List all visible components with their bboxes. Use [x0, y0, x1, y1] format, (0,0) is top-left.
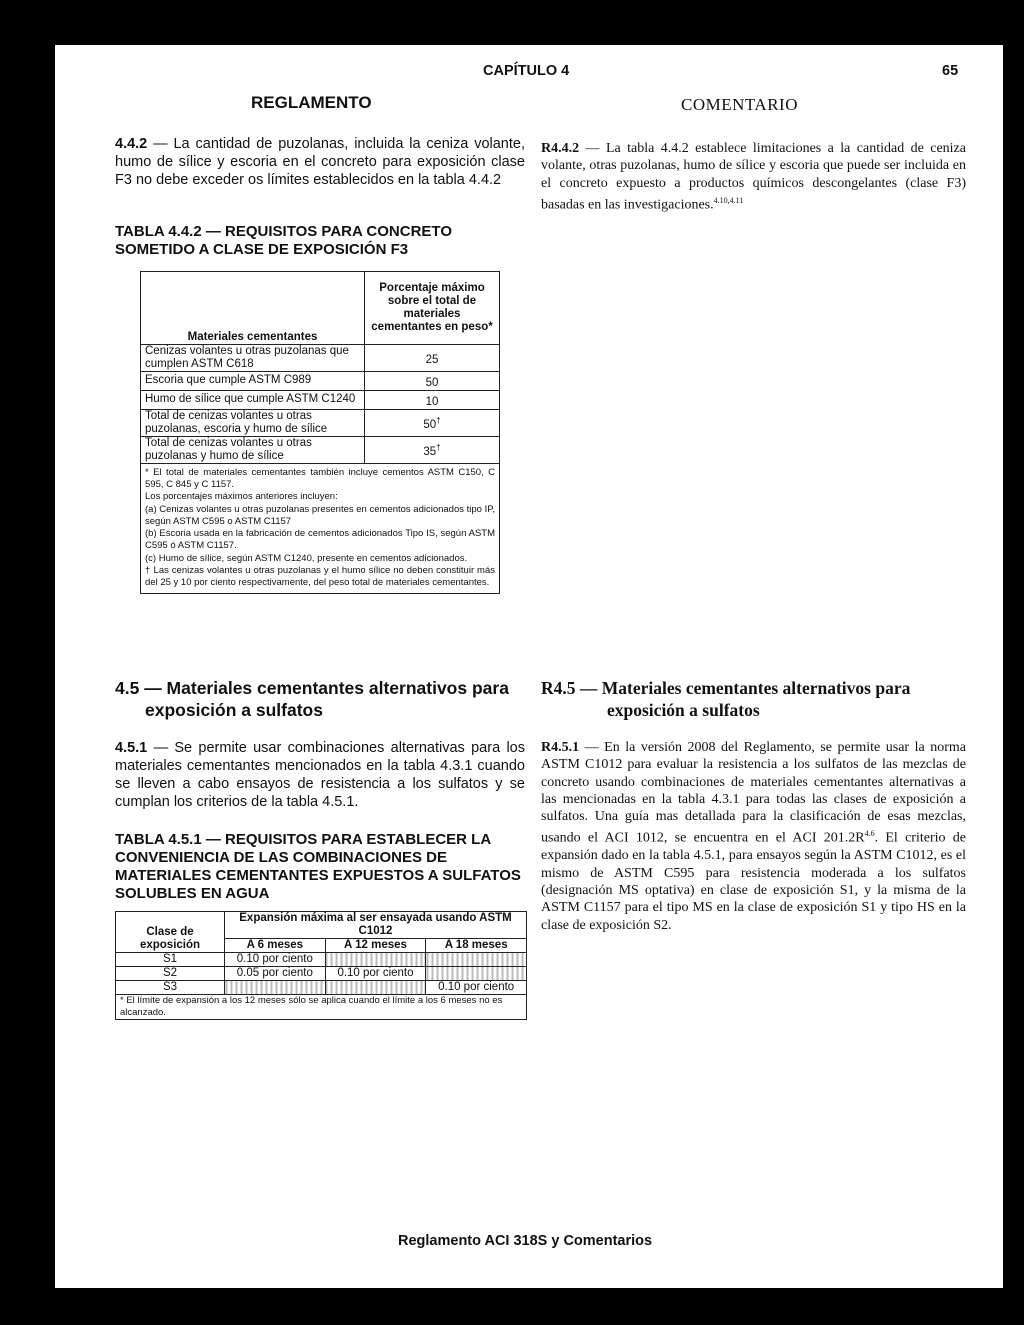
section-number: R4.4.2: [541, 141, 580, 156]
table-note: (a) Cenizas volantes u otras puzolanas presentes en cementos adicionados tipo IP, según ASTM C595 o ASTM C1157: [145, 503, 495, 527]
commentary-r4-4-2: R4.4.2 — La tabla 4.4.2 establece limitaciones a la cantidad de ceniza volante, otras puzolanas, humo de sílice y escoria que puede ser incluida en el concreto expuesto a productos químicos descongelantes (clase F3) basadas en las investigaciones.$^{4.10,4.11}$: [541, 141, 966, 213]
commentary-r4-5-1: R4.5.1 — En la versión 2008 del Reglamento, se permite usar la norma ASTM C1012 para evaluar la resistencia a los sulfatos de las mezclas de concreto usando combinaciones de materiales cementantes alternativas a las mencionadas en la tabla 4.3.1 para todas las clases de exposición a sulfatos. Una guía mas detallada para la clasificación de esas mezclas, usando el ACI 1012, se encuentra en el ACI $201.2R^{4.6}$. El criterio de expansión dado en la tabla 4.5.1, para ensayos según la ASTM C1012, es el mismo de ASTM C595 para resistencia moderada a los sulfatos (designación MS optativa) en clase de exposición S1, y la misma de la ASTM C1157 para el tipo MS en la clase de exposición S1 y tipo HS en la clase de exposición S2.: [541, 740, 966, 933]
table-4-4-2: [140, 271, 500, 594]
expansion-cell: 0.10 por ciento: [325, 967, 426, 981]
table-note: † Las cenizas volantes u otras puzolanas y el humo sílice no deben constituir más del 25 y 10 por ciento respectivamente, del peso total de materiales cementantes.: [145, 565, 495, 589]
column-header: Clase de exposición: [116, 912, 225, 953]
table-4-4-2-title: TABLA 4.4.2 — REQUISITOS PARA CONCRETO SOMETIDO A CLASE DE EXPOSICIÓN F3: [115, 223, 452, 258]
expansion-cell: [325, 981, 426, 995]
table-notes: [141, 463, 500, 593]
expansion-cell: [426, 967, 527, 981]
column-header: A 6 meses: [225, 939, 326, 953]
table-row: [141, 372, 500, 391]
expansion-cell: [225, 981, 326, 995]
material-cell: Cenizas volantes u otras puzolanas que cumplen ASTM C618: [141, 345, 365, 372]
column-header: Materiales cementantes: [141, 272, 365, 345]
table-row: [116, 981, 527, 995]
table-note: (b) Escoria usada en la fabricación de cementos adicionados Tipo IS, según ASTM C595 ó ASTM C1157.: [145, 528, 495, 552]
section-4-5-title: 4.5 — Materiales cementantes alternativos para exposición a sulfatos: [115, 678, 509, 720]
page-number: 65: [942, 63, 959, 79]
column-header: A 18 meses: [426, 939, 527, 953]
expansion-cell: 0.10 por ciento: [426, 981, 527, 995]
table-row: [141, 436, 500, 463]
class-cell: S3: [116, 981, 225, 995]
expansion-cell: [426, 953, 527, 967]
table-row: [141, 409, 500, 436]
class-cell: S2: [116, 967, 225, 981]
chapter-heading: CAPÍTULO 4: [483, 63, 570, 79]
table-4-5-1-title: TABLA 4.5.1 — REQUISITOS PARA ESTABLECER LA CONVENIENCIA DE LAS COMBINACIONES DE MATERIALES CEMENTANTES EXPUESTOS A SULFATOS SOLUBLES EN AGUA: [115, 831, 521, 902]
expansion-cell: 0.05 por ciento: [225, 967, 326, 981]
table-row: [141, 345, 500, 372]
table-note: * El total de materiales cementantes también incluye cementos ASTM C150, C 595, C 845 y C 1157.: [145, 466, 495, 490]
document-page: [55, 45, 1003, 1288]
page-footer: Reglamento ACI 318S y Comentarios: [398, 1233, 653, 1249]
value-cell: 50: [365, 372, 500, 391]
material-cell: Humo de sílice que cumple ASTM C1240: [141, 390, 365, 409]
table-note: * El límite de expansión a los 12 meses sólo se aplica cuando el límite a los 6 meses no es alcanzado.: [116, 995, 527, 1020]
commentary-r4-5-title: R4.5 — Materiales cementantes alternativos para exposición a sulfatos: [541, 678, 911, 720]
section-4-4-2: 4.4.2 — La cantidad de puzolanas, incluida la ceniza volante, humo de sílice y escoria en el concreto para exposición clase F3 no debe exceder os límites establecidos en la tabla 4.4.2: [115, 136, 525, 188]
left-column-title: REGLAMENTO: [251, 93, 372, 112]
value-cell: 50†: [365, 409, 500, 436]
expansion-cell: [325, 953, 426, 967]
table-row: [116, 967, 527, 981]
material-cell: Escoria que cumple ASTM C989: [141, 372, 365, 391]
section-number: R4.5.1: [541, 740, 580, 755]
material-cell: Total de cenizas volantes u otras puzolanas y humo de sílice: [141, 436, 365, 463]
table-note: (c) Humo de sílice, según ASTM C1240, presente en cementos adicionados.: [145, 552, 468, 564]
value-cell: 35†: [365, 436, 500, 463]
column-group-header: Expansión máxima al ser ensayada usando ASTM C1012: [225, 912, 527, 939]
table-row: [141, 390, 500, 409]
section-number: 4.5.1: [115, 740, 148, 756]
section-number: 4.4.2: [115, 136, 148, 152]
material-cell: Total de cenizas volantes u otras puzolanas, escoria y humo de sílice: [141, 409, 365, 436]
expansion-cell: 0.10 por ciento: [225, 953, 326, 967]
table-row: [116, 953, 527, 967]
right-column-title: COMENTARIO: [681, 95, 798, 114]
table-4-5-1: [115, 911, 527, 1020]
column-header: A 12 meses: [325, 939, 426, 953]
section-4-5-1: 4.5.1 — Se permite usar combinaciones alternativas para los materiales cementantes mencionados en la tabla 4.3.1 cuando se lleven a cabo ensayos de resistencia a los sulfatos y se cumplan los criterios de la tabla 4.5.1.: [115, 740, 525, 810]
value-cell: 10: [365, 390, 500, 409]
class-cell: S1: [116, 953, 225, 967]
value-cell: 25: [365, 345, 500, 372]
column-header: Porcentaje máximo sobre el total de materiales cementantes en peso*: [365, 272, 500, 345]
table-note: Los porcentajes máximos anteriores incluyen:: [145, 491, 338, 503]
